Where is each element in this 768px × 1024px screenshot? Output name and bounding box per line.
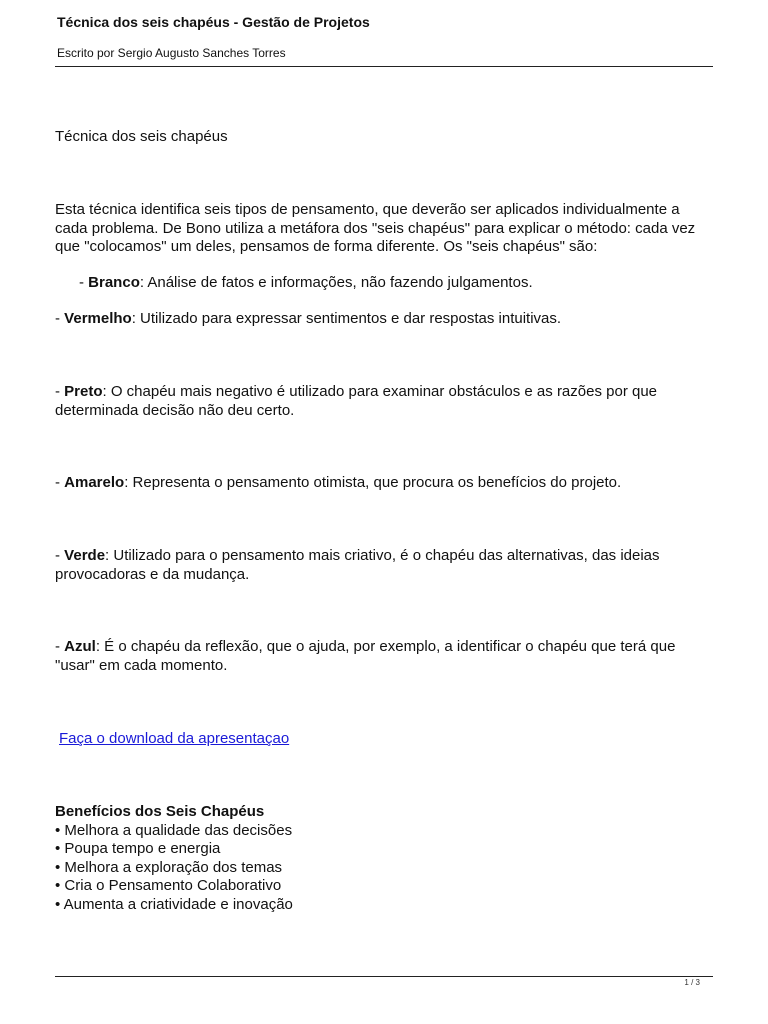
hat-item-verde [55, 547, 715, 584]
hat-item-vermelho [55, 310, 715, 329]
page-number: 1 / 3 [684, 978, 700, 987]
hat-description-verde: : Utilizado para o pensamento mais criativo, é o chapéu das alternativas, das ideias provocadoras e da mudança. [55, 547, 660, 583]
header-divider [55, 66, 713, 67]
benefits-list [55, 822, 715, 915]
hat-description-amarelo: : Representa o pensamento otimista, que procura os benefícios do projeto. [124, 474, 622, 491]
intro-text: Esta técnica identifica seis tipos de pensamento, que deverão ser aplicados individualmente a cada problema. De Bono utiliza a metáfora dos "seis chapéus" para explicar o método: cada vez que "colocamos" um deles, pensamos de forma diferente. Os "seis chapéus" são: [55, 201, 696, 255]
hat-item-branco [79, 274, 715, 293]
page-title: Técnica dos seis chapéus - Gestão de Projetos [57, 14, 370, 30]
download-presentation-link[interactable]: Faça o download da apresentaçao [59, 730, 290, 747]
hat-name-preto: Preto [64, 383, 103, 400]
list-item: • Cria o Pensamento Colaborativo [55, 877, 282, 894]
hat-prefix: - [55, 310, 65, 327]
hat-prefix: - [79, 274, 89, 291]
list-item: • Poupa tempo e energia [55, 840, 221, 857]
hat-item-preto [55, 383, 715, 420]
hat-description-azul: : É o chapéu da reflexão, que o ajuda, por exemplo, a identificar o chapéu que terá que "usar" em cada momento. [55, 638, 676, 674]
intro-paragraph [55, 201, 715, 257]
hat-prefix: - [55, 638, 65, 655]
hat-name-branco: Branco [88, 274, 140, 291]
list-item: • Melhora a qualidade das decisões [55, 821, 293, 839]
author-line: Escrito por Sergio Augusto Sanches Torres [57, 46, 286, 60]
hat-item-amarelo [55, 474, 715, 493]
hat-prefix: - [55, 547, 65, 564]
hat-prefix: - [55, 474, 65, 491]
hat-name-amarelo: Amarelo [64, 474, 125, 491]
list-item: • Melhora a exploração dos temas [55, 858, 283, 876]
article-heading-text: Técnica dos seis chapéus [55, 128, 228, 145]
hat-name-azul: Azul [64, 638, 96, 655]
hat-item-azul [55, 638, 715, 675]
benefits-section [55, 803, 715, 914]
hat-name-verde: Verde [64, 547, 106, 564]
hat-description-branco: : Análise de fatos e informações, não fazendo julgamentos. [139, 274, 533, 291]
footer-divider [55, 976, 713, 977]
benefits-title: Benefícios dos Seis Chapéus [55, 803, 265, 820]
list-item: • Aumenta a criatividade e inovação [55, 895, 293, 913]
article-heading [55, 128, 715, 147]
hat-description-preto: : O chapéu mais negativo é utilizado para examinar obstáculos e as razões por que determinada decisão não deu certo. [55, 383, 658, 419]
hat-name-vermelho: Vermelho [64, 310, 132, 327]
hat-prefix: - [55, 383, 65, 400]
hat-description-vermelho: : Utilizado para expressar sentimentos e dar respostas intuitivas. [131, 310, 562, 327]
download-block [59, 730, 719, 749]
